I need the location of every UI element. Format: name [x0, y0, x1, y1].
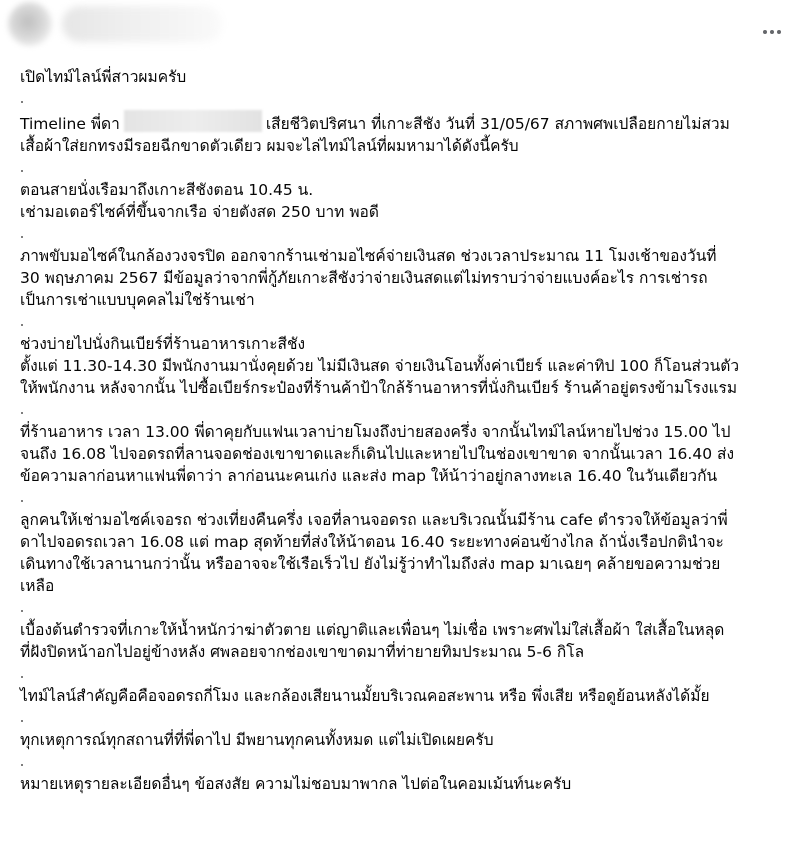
line-separator	[20, 311, 786, 333]
post-line: ลูกคนให้เช่ามอไซค์เจอรถ ช่วงเที่ยงคืนครึ่ง เจอที่ลานจอดรถ และบริเวณนั้นมีร้าน cafe ตำรวจให้ข้อมูลว่าพี่	[20, 511, 728, 529]
line-separator	[20, 223, 786, 245]
post-body	[20, 66, 786, 795]
post-line: เบื้องต้นตำรวจที่เกาะให้น้ำหนักว่าฆ่าตัวตาย แต่ญาติและเพื่อนๆ ไม่เชื่อ เพราะศพไม่ใส่เสื้อผ้า ใส่เสื้อในหลุด	[20, 621, 725, 639]
line-separator	[20, 88, 786, 110]
post-line: เป็นการเช่าแบบบุคคลไม่ใช่ร้านเช่า	[20, 291, 255, 309]
line-separator	[20, 707, 786, 729]
post-text: เสียชีวิตปริศนา ที่เกาะสีชัง วันที่ 31/05/67 สภาพศพเปลือยกายไม่สวม	[265, 115, 730, 133]
avatar[interactable]	[8, 2, 52, 46]
post-line: เหลือ	[20, 577, 55, 595]
post-line: ดาไปจอดรถเวลา 16.08 แต่ map สุดท้ายที่ส่งให้น้าตอน 16.40 ระยะทางค่อนข้างไกล ถ้านั่งเรือปกตินำจะ	[20, 533, 724, 551]
author-name-redacted[interactable]	[62, 6, 222, 42]
post-line: ตอนสายนั่งเรือมาถึงเกาะสีชังตอน 10.45 น.	[20, 181, 314, 199]
post-line: จนถึง 16.08 ไปจอดรถที่ลานจอดช่องเขาขาดและก็เดินไปและหายไปในช่องเขาขาด จากนั้นเวลา 16.40 ส่ง	[20, 445, 735, 463]
post-text: Timeline พี่ดา	[20, 115, 120, 133]
more-horizontal-icon	[763, 30, 767, 34]
post-line: ที่ร้านอาหาร เวลา 13.00 พี่ดาคุยกับแฟนเวลาบ่ายโมงถึงบ่ายสองครึ่ง จากนั้นไทม์ไลน์หายไปช่วง 15.00 ไป	[20, 423, 731, 441]
post-line: ภาพขับมอไซค์ในกล้องวงจรปิด ออกจากร้านเช่ามอไซค์จ่ายเงินสด ช่วงเวลาประมาณ 11 โมงเช้าของวันที่	[20, 247, 717, 265]
line-separator	[20, 663, 786, 685]
line-separator	[20, 487, 786, 509]
post-line: ที่ฝังปิดหน้าอกไปอยู่ข้างหลัง ศพลอยจากช่องเขาขาดมาที่ท่ายายทิมประมาณ 5-6 กิโล	[20, 643, 585, 661]
post-line: หมายเหตุรายละเอียดอื่นๆ ข้อสงสัย ความไม่ชอบมาพากล ไปต่อในคอมเม้นท์นะครับ	[20, 775, 572, 793]
more-horizontal-icon	[770, 30, 774, 34]
line-separator	[20, 399, 786, 421]
line-separator	[20, 597, 786, 619]
more-horizontal-icon	[777, 30, 781, 34]
post-line: ข้อความลาก่อนหาแฟนพี่ดาว่า ลาก่อนนะคนเก่ง และส่ง map ให้น้าว่าอยู่กลางทะเล 16.40 ในวันเดียวกัน	[20, 467, 718, 485]
post-line: ช่วงบ่ายไปนั่งกินเบียร์ที่ร้านอาหารเกาะสีชัง	[20, 335, 306, 353]
post-line	[20, 110, 786, 135]
line-separator	[20, 157, 786, 179]
post-line: เสื้อผ้าใส่ยกทรงมีรอยฉีกขาดตัวเดียว ผมจะไล่ไทม์ไลน์ที่ผมหามาได้ดังนี้ครับ	[20, 137, 519, 155]
redacted-name	[124, 110, 262, 132]
post-line: ทุกเหตุการณ์ทุกสถานที่ที่พี่ดาไป มีพยานทุกคนทั้งหมด แต่ไม่เปิดเผยครับ	[20, 731, 494, 749]
line-separator	[20, 751, 786, 773]
post-line: ไทม์ไลน์สำคัญคือคือจอดรถกี่โมง และกล้องเสียนานมั้ยบริเวณคอสะพาน หรือ พึ่งเสีย หรือดูย้อนหลังได้มั้ย	[20, 687, 710, 705]
post-header	[0, 0, 800, 62]
post-line: เดินทางใช้เวลานานกว่านั้น หรืออาจจะใช้เรือเร็วไป ยังไม่รู้ว่าทำไมถึงส่ง map มาเฉยๆ คล้ายขอความช่วย	[20, 555, 721, 573]
post-line: 30 พฤษภาคม 2567 มีข้อมูลว่าจากพี่กู้ภัยเกาะสีชังว่าจ่ายเงินสดแต่ไม่ทราบว่าจ่ายแบงค์อะไร การเช่ารถ	[20, 269, 708, 287]
more-options-button[interactable]	[754, 20, 790, 44]
post-line: เปิดไทม์ไลน์พี่สาวผมครับ	[20, 68, 187, 86]
post-line: เช่ามอเตอร์ไซค์ที่ขึ้นจากเรือ จ่ายตังสด 250 บาท พอดี	[20, 203, 379, 221]
post-line: ให้พนักงาน หลังจากนั้น ไปซื้อเบียร์กระป๋องที่ร้านค้าป้าใกล้ร้านอาหารที่นั่งกินเบียร์ ร้านค้าอยู่ตรงข้ามโรงแรม	[20, 379, 738, 397]
post-line: ตั้งแต่ 11.30-14.30 มีพนักงานมานั่งคุยด้วย ไม่มีเงินสด จ่ายเงินโอนทั้งค่าเบียร์ และค่าทิป 100 ก็โอนส่วนตัว	[20, 357, 740, 375]
